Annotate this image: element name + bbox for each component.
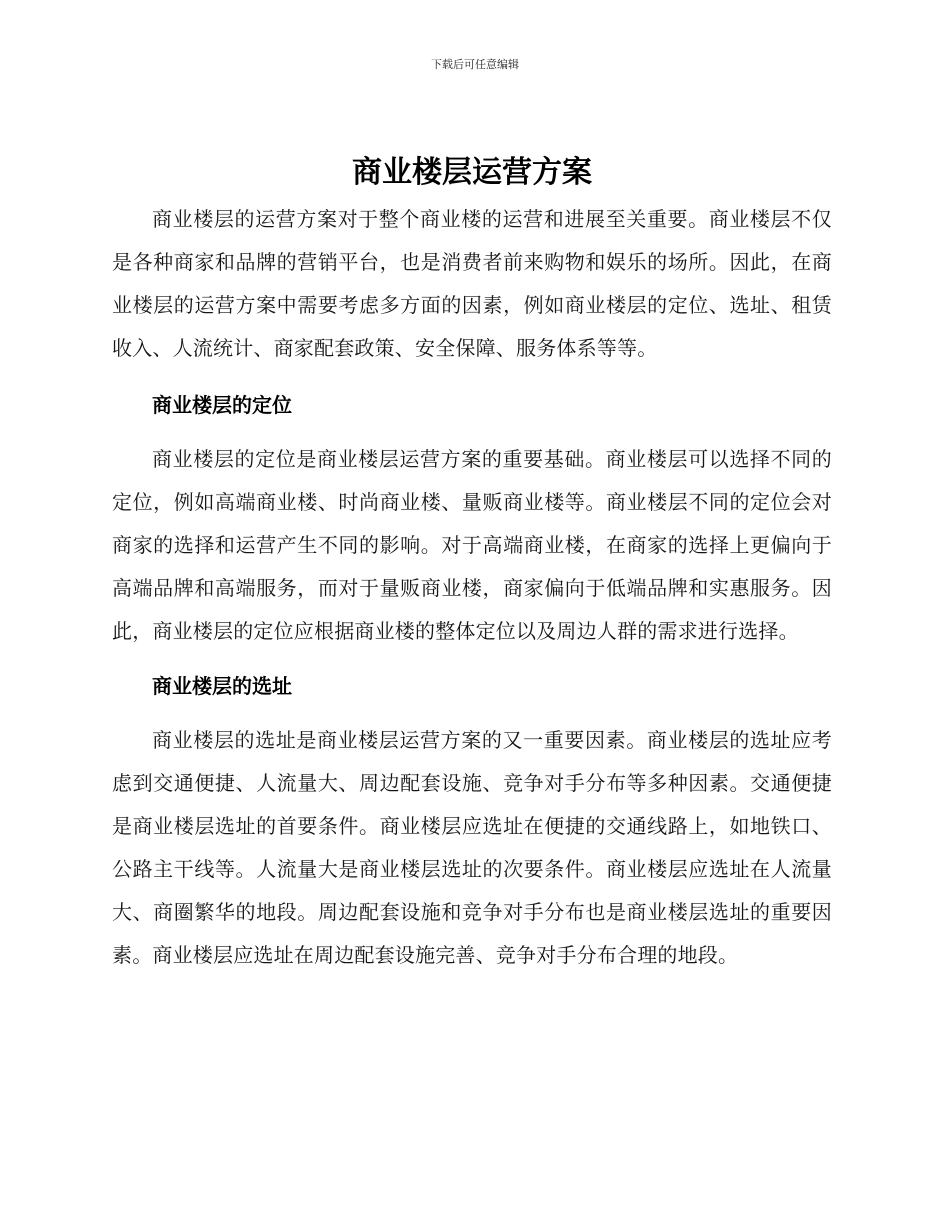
section-heading-site-selection: 商业楼层的选址 <box>152 674 292 698</box>
header-note: 下载后可任意编辑 <box>431 58 519 71</box>
section-body-site-selection: 商业楼层的选址是商业楼层运营方案的又一重要因素。商业楼层的选址应考虑到交通便捷、人流量大、周边配套设施、竞争对手分布等多种因素。交通便捷是商业楼层选址的首要条件。商业楼层应选址在便捷的交通线路上，如地铁口、公路主干线等。人流量大是商业楼层选址的次要条件。商业楼层应选址在人流量大、商圈繁华的地段。周边配套设施和竞争对手分布也是商业楼层选址的重要因素。商业楼层应选址在周边配套设施完善、竞争对手分布合理的地段。 <box>112 728 832 967</box>
section-body-positioning: 商业楼层的定位是商业楼层运营方案的重要基础。商业楼层可以选择不同的定位，例如高端商业楼、时尚商业楼、量贩商业楼等。商业楼层不同的定位会对商家的选择和运营产生不同的影响。对于高端商业楼，在商家的选择上更偏向于高端品牌和高端服务，而对于量贩商业楼，商家偏向于低端品牌和实惠服务。因此，商业楼层的定位应根据商业楼的整体定位以及周边人群的需求进行选择。 <box>112 447 832 643</box>
document-body <box>112 148 832 977</box>
section-heading-positioning: 商业楼层的定位 <box>152 393 292 417</box>
document-title: 商业楼层运营方案 <box>352 155 592 190</box>
intro-paragraph: 商业楼层的运营方案对于整个商业楼的运营和进展至关重要。商业楼层不仅是各种商家和品牌的营销平台，也是消费者前来购物和娱乐的场所。因此，在商业楼层的运营方案中需要考虑多方面的因素，例如商业楼层的定位、选址、租赁收入、人流统计、商家配套政策、安全保障、服务体系等等。 <box>112 207 832 360</box>
